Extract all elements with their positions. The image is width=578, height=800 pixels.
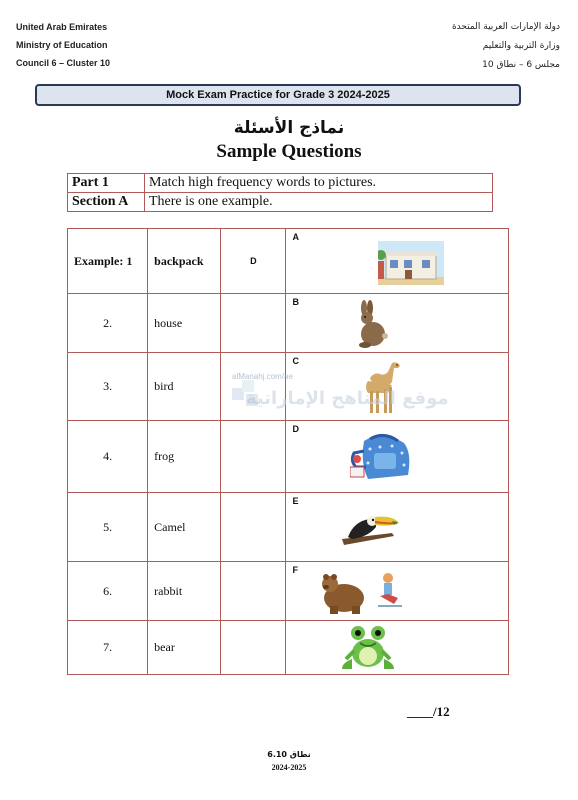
- exam-banner: Mock Exam Practice for Grade 3 2024-2025: [35, 84, 521, 106]
- row-word: bird: [148, 353, 221, 421]
- row-word: backpack: [148, 229, 221, 294]
- table-row: [68, 621, 509, 675]
- bird-icon: [340, 509, 404, 549]
- picture-cell: [286, 493, 509, 562]
- watermark-arabic: موقع المناهج الإماراتية: [246, 388, 449, 409]
- table-row: [68, 294, 509, 353]
- table-row: [68, 229, 509, 294]
- table-row: [68, 421, 509, 493]
- picture-letter: D: [292, 424, 299, 434]
- row-word: bear: [148, 621, 221, 675]
- header-ministry: Ministry of Education: [16, 40, 108, 50]
- row-number: 6.: [68, 562, 148, 621]
- footer-year: 2024-2025: [271, 763, 307, 772]
- picture-letter: B: [292, 297, 299, 307]
- row-word: house: [148, 294, 221, 353]
- header-country-ar: دولة الإمارات العربية المتحدة: [451, 22, 560, 32]
- picture-cell: [286, 229, 509, 294]
- footer-cluster: نطاق 6.10: [267, 750, 311, 759]
- watermark-logo-icon: [232, 380, 262, 410]
- page-title: Sample Questions: [216, 141, 362, 162]
- rabbit-icon: [354, 300, 388, 350]
- answer-cell[interactable]: [221, 621, 286, 675]
- row-number: Example: 1: [68, 229, 148, 294]
- answer-cell[interactable]: D: [221, 229, 286, 294]
- picture-letter: E: [292, 496, 299, 506]
- house-icon: [378, 241, 444, 285]
- watermark-url: alManahj.com/ae: [232, 372, 293, 381]
- arabic-title: نماذج الأسئلة: [233, 118, 345, 138]
- picture-letter: A: [292, 232, 299, 242]
- row-number: 5.: [68, 493, 148, 562]
- row-number: 3.: [68, 353, 148, 421]
- picture-cell: [286, 621, 509, 675]
- part-label: Part 1: [68, 174, 145, 193]
- picture-letter: F: [292, 565, 298, 575]
- header-council: Council 6 – Cluster 10: [16, 58, 111, 68]
- backpack-icon: [350, 431, 412, 483]
- picture-letter: C: [292, 356, 299, 366]
- matching-table: [67, 228, 509, 675]
- picture-cell: [286, 353, 509, 421]
- answer-cell[interactable]: [221, 421, 286, 493]
- answer-cell[interactable]: [221, 294, 286, 353]
- table-row: [68, 493, 509, 562]
- answer-cell[interactable]: [221, 493, 286, 562]
- section-label: Section A: [68, 193, 145, 212]
- row-number: 7.: [68, 621, 148, 675]
- bear-icon: [322, 570, 406, 614]
- header-council-ar: مجلس 6 – نطاق 10: [482, 60, 560, 70]
- picture-cell: [286, 294, 509, 353]
- picture-cell: [286, 421, 509, 493]
- frog-icon: [340, 623, 396, 673]
- picture-cell: [286, 562, 509, 621]
- instruction-line-2: There is one example.: [145, 193, 493, 212]
- instruction-line-1: Match high frequency words to pictures.: [145, 174, 493, 193]
- instructions-table: [67, 173, 493, 212]
- header-ministry-ar: وزارة التربية والتعليم: [482, 41, 560, 51]
- row-word: Camel: [148, 493, 221, 562]
- row-word: frog: [148, 421, 221, 493]
- row-number: 2.: [68, 294, 148, 353]
- answer-cell[interactable]: [221, 562, 286, 621]
- header-country: United Arab Emirates: [16, 22, 108, 32]
- row-number: 4.: [68, 421, 148, 493]
- row-word: rabbit: [148, 562, 221, 621]
- score-total: ____/12: [407, 704, 450, 719]
- table-row: [68, 562, 509, 621]
- table-row: [68, 353, 509, 421]
